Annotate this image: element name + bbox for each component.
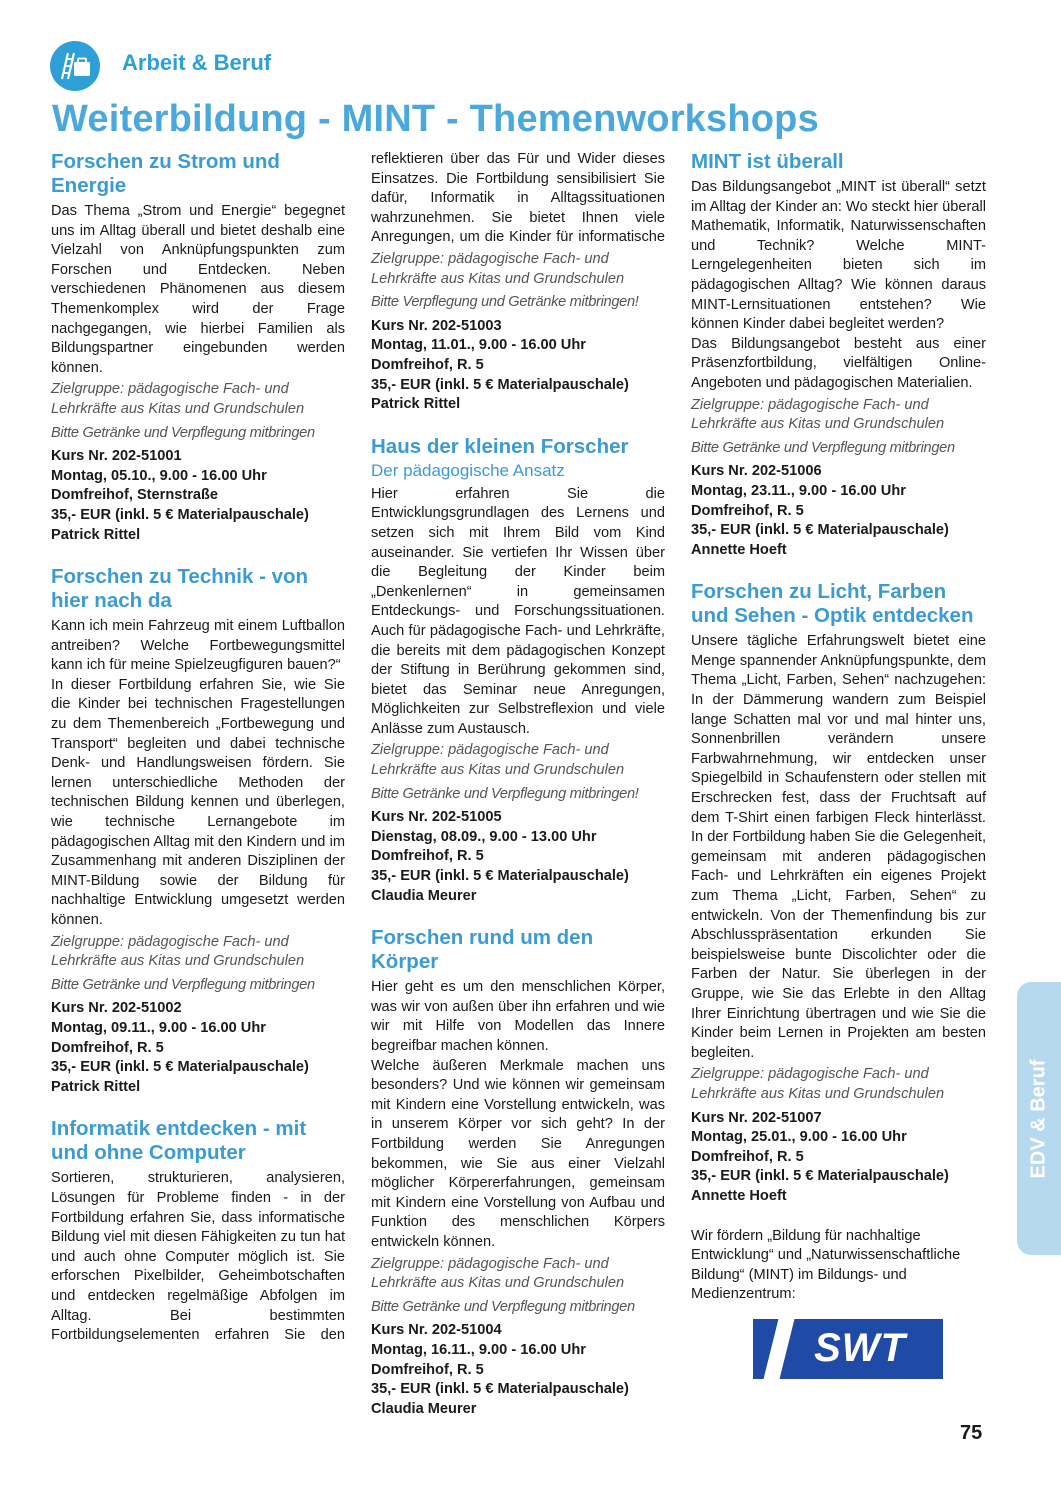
course-details <box>51 447 345 545</box>
course-note: Bitte Getränke und Verpflegung mitbringen <box>691 439 955 456</box>
course-teacher: Claudia Meurer <box>371 1400 477 1417</box>
course-note: Bitte Getränke und Verpflegung mitbringen! <box>371 785 639 802</box>
course-note: Bitte Verpflegung und Getränke mitbringen! <box>371 294 639 311</box>
course-teacher: Annette Hoeft <box>691 1187 787 1204</box>
course-number: Kurs Nr. 202-51005 <box>371 809 502 826</box>
course-description-continued <box>371 150 665 248</box>
page-title: Weiterbildung - MINT - Themenworkshops <box>52 98 819 140</box>
course-title: Forschen rund um den Körper <box>371 926 594 974</box>
course-description-2: In dieser Fortbildung erfahren Sie, wie Sie die Kinder bei technischen Fragestellungen zu dem Themenbereich „Fortbewegung und Transport“ begleiten und dabei technische Denk- und Handlungsweisen fördern. Sie lernen unterschiedliche Methoden der technischen Bildung kennen und überlegen, wie technische Lernangebote im pädagogischen Alltag mit den Kindern und im Zusammenhang mit anderen Disziplinen der MINT-Bildung sowie der Bildung für nachhaltige Entwicklung umgesetzt werden können. <box>51 676 345 928</box>
course-teacher: Annette Hoeft <box>691 541 787 558</box>
course-teacher: Claudia Meurer <box>371 887 477 904</box>
course-date: Montag, 05.10., 9.00 - 16.00 Uhr <box>51 467 267 484</box>
course-title: Forschen zu Strom und Energie <box>51 150 280 197</box>
course-description-tail: reflektieren über das Für und Wider dieses Einsatzes. Die Fortbildung sensibilisiert Sie dafür, Informatik in Alltagssituationen wahrzunehmen. Sie bietet Ihnen viele Anregungen, um die Kinder für informatische <box>371 150 665 246</box>
course-description: Unsere tägliche Erfahrungswelt bietet eine Menge spannender Anknüpfungspunkte, dem Thema „Licht, Farben, Sehen“ nachzugehen: In der Dämmerung wandern zum Beispiel lange Schatten mal vor und mal hinter uns, Sonnenbrillen verändern unsere Farbwahrnehmung, wir entdecken unser Spiegelbild in Schaufenstern oder stellen mit Erschrecken fest, dass der Fruchtsaft auf dem T-Shirt einen farbigen Fleck hinterlässt. In der Fortbildung haben Sie die Gelegenheit, gemeinsam mit anderen pädagogischen Fach- und Lehrkräften ein eigenes Projekt zum Thema „Licht, Farben, Sehen“ zu entwickeln. Von der Themenfindung bis zur Abschlusspräsentation erkunden Sie beispielsweise bunte Discolichter oder die Farben der Natur. Sie überlegen in der Gruppe, wie Sie das Erlebte in den Alltag Ihrer Einrichtung übertragen und wie Sie die Kinder beim Lernen in Projekten am besten begleiten. <box>691 633 986 1061</box>
course-place: Domfreihof, R. 5 <box>691 502 804 519</box>
column-middle <box>371 150 665 1439</box>
course-haus <box>371 435 665 906</box>
course-price: 35,- EUR (inkl. 5 € Materialpauschale) <box>51 506 309 523</box>
course-number: Kurs Nr. 202-51002 <box>51 1000 182 1017</box>
course-details <box>51 999 345 1097</box>
course-technik <box>51 565 345 1097</box>
column-left <box>51 150 345 1365</box>
course-mint <box>691 150 986 560</box>
course-strom <box>51 150 345 545</box>
course-number: Kurs Nr. 202-51001 <box>51 448 182 465</box>
course-description-2: Das Bildungsangebot besteht aus einer Präsenzfortbildung, vielfältigen Online-Angeboten und pädagogischen Materialien. <box>691 335 986 391</box>
course-date: Montag, 23.11., 9.00 - 16.00 Uhr <box>691 482 906 499</box>
course-date: Montag, 16.11., 9.00 - 16.00 Uhr <box>371 1341 586 1358</box>
course-note: Bitte Getränke und Verpflegung mitbringen <box>51 424 315 441</box>
course-number: Kurs Nr. 202-51003 <box>371 317 502 334</box>
course-date: Dienstag, 08.09., 9.00 - 13.00 Uhr <box>371 828 597 845</box>
course-description: Hier geht es um den menschlichen Körper, was wir von außen über ihn erfahren und wie wir mit Hilfe von Modellen das Innere begreifbar machen können. <box>371 979 665 1054</box>
course-date: Montag, 09.11., 9.00 - 16.00 Uhr <box>51 1019 266 1036</box>
course-place: Domfreihof, R. 5 <box>371 1361 484 1378</box>
course-date: Montag, 11.01., 9.00 - 16.00 Uhr <box>371 337 586 354</box>
course-price: 35,- EUR (inkl. 5 € Materialpauschale) <box>371 868 629 885</box>
course-details <box>371 1321 665 1419</box>
course-note: Bitte Getränke und Verpflegung mitbringen <box>371 1298 635 1315</box>
course-title: Informatik entdecken - mit und ohne Computer <box>51 1117 307 1165</box>
side-tab-label: EDV & Beruf <box>1027 1059 1050 1178</box>
course-price: 35,- EUR (inkl. 5 € Materialpauschale) <box>691 522 949 539</box>
course-description: Das Bildungsangebot „MINT ist überall“ setzt im Alltag der Kinder an: Wo steckt hier überall Mathematik, Informatik, Naturwissenschaften und Technik? Welche MINT-Lerngelegenheiten bieten sich im pädagogischen Alltag? Wie können daraus MINT-Lernsituationen entstehen? Wie können Kinder dabei begleitet werden? <box>691 179 986 333</box>
logo-text: SWT <box>814 1326 906 1371</box>
course-description: Kann ich mein Fahrzeug mit einem Luftballon antreiben? Welche Fortbewegungsmittel kann ich für meine Spielzeugfiguren bauen?“ <box>51 618 345 674</box>
course-teacher: Patrick Rittel <box>51 1078 141 1095</box>
course-subtitle: Der pädagogische Ansatz <box>371 460 565 480</box>
ladder-briefcase-icon <box>59 52 91 80</box>
course-place: Domfreihof, R. 5 <box>371 356 484 373</box>
target-group: Zielgruppe: pädagogische Fach- und Lehrkräfte aus Kitas und Grundschulen <box>371 742 625 779</box>
target-group: Zielgruppe: pädagogische Fach- und Lehrkräfte aus Kitas und Grundschulen <box>691 396 945 433</box>
side-tab <box>1017 982 1061 1255</box>
course-title: MINT ist überall <box>691 150 844 173</box>
course-description: Hier erfahren Sie die Entwicklungsgrundlagen des Lernens und setzen sich mit Ihrem Bild vom Kind auseinander. Sie vertiefen Ihr Wissen über die Begleitung der Kinder beim „Denkenlernen“ in gemeinsamen Entdeckungs- und Forschungssituationen. Auch für pädagogische Fach- und Lehrkräfte, die bereits mit dem pädagogischen Konzept der Stiftung in Berührung gekommen sind, bietet das Seminar neue Anregungen, Möglichkeiten zur Selbstreflexion und viele Anlässe zum Austausch. <box>371 485 665 737</box>
course-price: 35,- EUR (inkl. 5 € Materialpauschale) <box>371 1381 629 1398</box>
course-details <box>371 808 665 906</box>
page-number: 75 <box>960 1422 983 1444</box>
logo-slash <box>764 1319 795 1379</box>
course-place: Domfreihof, R. 5 <box>51 1039 164 1056</box>
course-details <box>691 1109 986 1207</box>
target-group: Zielgruppe: pädagogische Fach- und Lehrkräfte aus Kitas und Grundschulen <box>371 251 625 287</box>
course-teacher: Patrick Rittel <box>51 526 141 543</box>
course-place: Domfreihof, Sternstraße <box>51 487 219 504</box>
course-place: Domfreihof, R. 5 <box>371 848 484 865</box>
section-icon <box>50 41 100 91</box>
sponsor-text: Wir fördern „Bildung für nachhaltige Entwicklung“ und „Naturwissenschaftliche Bildung“ (MINT) im Bildungs- und Medienzentrum: <box>691 1227 961 1303</box>
course-price: 35,- EUR (inkl. 5 € Materialpauschale) <box>371 376 629 393</box>
course-date: Montag, 25.01., 9.00 - 16.00 Uhr <box>691 1129 907 1146</box>
course-place: Domfreihof, R. 5 <box>691 1148 804 1165</box>
course-licht <box>691 580 986 1206</box>
swt-logo <box>753 1319 943 1379</box>
course-details <box>691 462 986 560</box>
course-price: 35,- EUR (inkl. 5 € Materialpauschale) <box>691 1168 949 1185</box>
course-description: Das Thema „Strom und Energie“ begegnet uns im Alltag überall und bietet deshalb eine Vielzahl von Anknüpfungspunkten zum Forschen und Entdecken. Neben verschiedenen Phänomenen aus diesem Themenkomplex wird der Frage nachgegangen, wie hierbei Familien als Bildungspartner eingebunden werden können. <box>51 203 345 376</box>
target-group: Zielgruppe: pädagogische Fach- und Lehrkräfte aus Kitas und Grundschulen <box>51 933 305 970</box>
course-title: Forschen zu Technik - von hier nach da <box>51 565 309 613</box>
course-title: Haus der kleinen Forscher <box>371 434 629 458</box>
column-right <box>691 150 986 1379</box>
course-price: 35,- EUR (inkl. 5 € Materialpauschale) <box>51 1059 309 1076</box>
section-label: Arbeit & Beruf <box>122 50 272 75</box>
course-description-2: Welche äußeren Merkmale machen uns besonders? Und wie können wir gemeinsam mit Kindern eine Vorstellung entwickeln, was in unserem Körper vor sich geht? In der Fortbildung werden Sie Anregungen bekommen, wie Sie aus einer Vielzahl möglicher Körpererfahrungen, gemeinsam mit Kindern eine Vorstellung von Aufbau und Funktion des menschlichen Körpers entwickeln können. <box>371 1057 665 1250</box>
course-informatik-start <box>51 1117 345 1345</box>
course-number: Kurs Nr. 202-51007 <box>691 1109 822 1126</box>
course-title: Forschen zu Licht, Farben und Sehen - Optik entdecken <box>691 580 974 628</box>
target-group: Zielgruppe: pädagogische Fach- und Lehrkräfte aus Kitas und Grundschulen <box>371 1255 625 1292</box>
course-teacher: Patrick Rittel <box>371 396 461 413</box>
course-number: Kurs Nr. 202-51006 <box>691 463 822 480</box>
target-group: Zielgruppe: pädagogische Fach- und Lehrkräfte aus Kitas und Grundschulen <box>51 381 305 417</box>
course-note: Bitte Getränke und Verpflegung mitbringen <box>51 976 315 993</box>
course-description: Sortieren, strukturieren, analysieren, Lösungen für Probleme finden - in der Fortbildung erfahren Sie, dass informatische Bildung viel mit diesen Fähigkeiten zu tun hat und auch ohne Computer möglich ist. Sie erforschen Pixelbilder, Geheimbotschaften und entdecken regelmäßige Abfolgen im Alltag. Bei bestimmten Fortbildungselementen erfahren Sie den <box>51 1170 345 1344</box>
course-number: Kurs Nr. 202-51004 <box>371 1322 502 1339</box>
course-informatik-continued <box>371 150 665 415</box>
course-koerper <box>371 926 665 1419</box>
course-details <box>371 317 665 415</box>
target-group: Zielgruppe: pädagogische Fach- und Lehrkräfte aus Kitas und Grundschulen <box>691 1066 945 1102</box>
